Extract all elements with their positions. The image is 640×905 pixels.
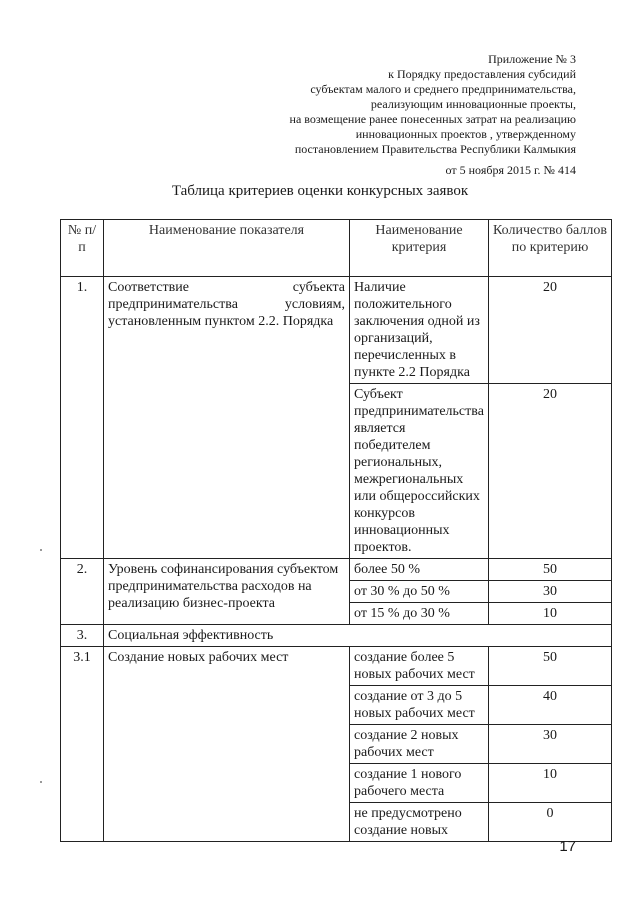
appendix-line: инновационных проектов , утвержденному bbox=[355, 127, 576, 141]
points-cell: 40 bbox=[489, 686, 612, 725]
scan-mark bbox=[40, 549, 42, 551]
points-cell: 20 bbox=[489, 384, 612, 559]
indicator-cell: Уровень софинансирования субъектом предпринимательства расходов на реализацию бизнес-проекта bbox=[104, 559, 350, 625]
appendix-header bbox=[216, 52, 576, 178]
table-row bbox=[61, 625, 612, 647]
criterion-cell: создание 1 нового рабочего места bbox=[350, 764, 489, 803]
table-row bbox=[61, 647, 612, 686]
points-cell: 30 bbox=[489, 725, 612, 764]
criterion-cell: Наличие положительного заключения одной из организаций, перечисленных в пункте 2.2 Порядка bbox=[350, 277, 489, 384]
criterion-cell: создание более 5 новых рабочих мест bbox=[350, 647, 489, 686]
points-cell: 20 bbox=[489, 277, 612, 384]
points-cell: 30 bbox=[489, 581, 612, 603]
row-number: 3. bbox=[61, 625, 104, 647]
appendix-line: на возмещение ранее понесенных затрат на реализацию bbox=[289, 112, 576, 126]
criterion-cell: создание от 3 до 5 новых рабочих мест bbox=[350, 686, 489, 725]
document-title: Таблица критериев оценки конкурсных заявок bbox=[171, 183, 469, 199]
header-criterion: Наименование критерия bbox=[350, 220, 489, 277]
criterion-cell: Субъект предпринимательства является победителем региональных, межрегиональных или общероссийских конкурсов инновационных проектов. bbox=[350, 384, 489, 559]
appendix-date: от 5 ноября 2015 г. № 414 bbox=[445, 163, 576, 177]
appendix-line: реализующим инновационные проекты, bbox=[370, 97, 576, 111]
header-points: Количество баллов по критерию bbox=[489, 220, 612, 277]
appendix-line: Приложение № 3 bbox=[488, 52, 576, 66]
criterion-cell: не предусмотрено создание новых bbox=[350, 803, 489, 842]
page-number: 17 bbox=[559, 838, 576, 855]
indicator-cell: Соответствие субъекта предпринимательства условиям, установленным пунктом 2.2. Порядка bbox=[104, 277, 350, 559]
points-cell: 0 bbox=[489, 803, 612, 842]
appendix-line: субъектам малого и среднего предпринимательства, bbox=[310, 82, 576, 96]
points-cell: 50 bbox=[489, 647, 612, 686]
row-number: 3.1 bbox=[61, 647, 104, 842]
criteria-table bbox=[60, 219, 612, 842]
criterion-cell: создание 2 новых рабочих мест bbox=[350, 725, 489, 764]
row-number: 2. bbox=[61, 559, 104, 625]
table-row bbox=[61, 559, 612, 581]
indicator-cell: Создание новых рабочих мест bbox=[104, 647, 350, 842]
row-number: 1. bbox=[61, 277, 104, 559]
table-header-row bbox=[61, 220, 612, 277]
criterion-cell: от 30 % до 50 % bbox=[350, 581, 489, 603]
table-row bbox=[61, 277, 612, 384]
scan-mark bbox=[40, 781, 42, 783]
appendix-line: постановлением Правительства Республики Калмыкия bbox=[294, 142, 576, 156]
header-indicator: Наименование показателя bbox=[104, 220, 350, 277]
section-title: Социальная эффективность bbox=[104, 625, 612, 647]
criterion-cell: от 15 % до 30 % bbox=[350, 603, 489, 625]
points-cell: 50 bbox=[489, 559, 612, 581]
appendix-line: к Порядку предоставления субсидий bbox=[388, 67, 576, 81]
header-number: № п/п bbox=[61, 220, 104, 277]
points-cell: 10 bbox=[489, 764, 612, 803]
criterion-cell: более 50 % bbox=[350, 559, 489, 581]
points-cell: 10 bbox=[489, 603, 612, 625]
